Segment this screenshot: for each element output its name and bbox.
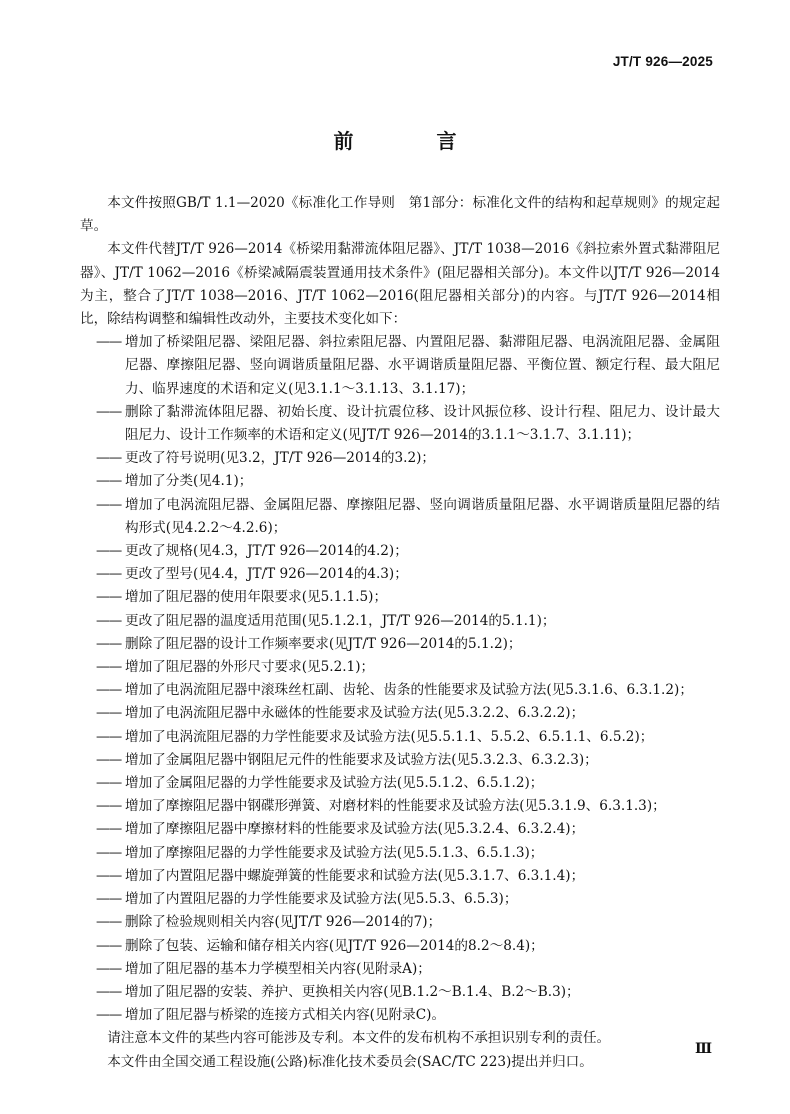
list-item-text: 增加了摩擦阻尼器的力学性能要求及试验方法(见5.5.1.3、6.5.1.3)； xyxy=(125,844,544,861)
list-item xyxy=(80,633,720,656)
dash-marker: —— xyxy=(96,798,122,815)
list-item-text: 增加了电涡流阻尼器、金属阻尼器、摩擦阻尼器、竖向调谐质量阻尼器、水平调谐质量阻尼器的结构形式(见4.2.2～4.2.6)； xyxy=(125,496,720,536)
list-item-text: 更改了规格(见4.3，JT/T 926—2014的4.2)； xyxy=(125,543,408,560)
dash-marker: —— xyxy=(96,891,122,908)
list-item-text: 增加了金属阻尼器中钢阻尼元件的性能要求及试验方法(见5.3.2.3、6.3.2.3)； xyxy=(125,751,598,768)
list-item xyxy=(80,726,720,749)
dash-marker: —— xyxy=(96,983,122,1000)
dash-marker: —— xyxy=(96,682,122,699)
list-item-text: 增加了电涡流阻尼器中滚珠丝杠副、齿轮、齿条的性能要求及试验方法(见5.3.1.6、6.3.1.2)； xyxy=(125,682,693,699)
list-item-text: 增加了摩擦阻尼器中摩擦材料的性能要求及试验方法(见5.3.2.4、6.3.2.4)； xyxy=(125,821,585,838)
list-item-text: 增加了桥梁阻尼器、梁阻尼器、斜拉索阻尼器、内置阻尼器、黏滞阻尼器、电涡流阻尼器、金属阻尼器、摩擦阻尼器、竖向调谐质量阻尼器、水平调谐质量阻尼器、平衡位置、额定行程、最大阻尼力、临界速度的术语和定义(见3.1.1～3.1.13、3.1.17)； xyxy=(125,334,720,397)
list-item xyxy=(80,1004,720,1027)
dash-marker: —— xyxy=(96,728,122,745)
paragraph-patent-notice: 请注意本文件的某些内容可能涉及专利。本文件的发布机构不承担识别专利的责任。 xyxy=(107,1030,611,1047)
list-item xyxy=(80,702,720,725)
list-item-text: 增加了内置阻尼器的力学性能要求及试验方法(见5.5.3、6.5.3)； xyxy=(125,891,518,908)
list-item xyxy=(80,494,720,540)
list-item-text: 增加了摩擦阻尼器中钢碟形弹簧、对磨材料的性能要求及试验方法(见5.3.1.9、6.3.1.3)； xyxy=(125,798,666,815)
list-item-text: 增加了阻尼器的使用年限要求(见5.1.1.5)； xyxy=(125,589,388,606)
list-item xyxy=(80,610,720,633)
list-item xyxy=(80,935,720,958)
list-item xyxy=(80,749,720,772)
list-item-text: 删除了阻尼器的设计工作频率要求(见JT/T 926—2014的5.1.2)； xyxy=(125,635,522,652)
list-item-text: 删除了检验规则相关内容(见JT/T 926—2014的7)； xyxy=(125,914,442,931)
dash-marker: —— xyxy=(96,914,122,931)
dash-marker: —— xyxy=(96,589,122,606)
dash-marker: —— xyxy=(96,775,122,792)
list-item-text: 增加了阻尼器与桥梁的连接方式相关内容(见附录C)。 xyxy=(125,1007,446,1024)
page-title: 前 言 xyxy=(333,129,495,153)
list-item xyxy=(80,540,720,563)
list-item-text: 更改了阻尼器的温度适用范围(见5.1.2.1，JT/T 926—2014的5.1.1)； xyxy=(125,612,556,629)
list-item xyxy=(80,470,720,493)
page-number: Ⅲ xyxy=(694,1041,712,1057)
list-item xyxy=(80,818,720,841)
list-item xyxy=(80,656,720,679)
list-item xyxy=(80,331,720,401)
list-item-text: 增加了分类(见4.1)； xyxy=(125,473,253,490)
dash-marker: —— xyxy=(96,612,122,629)
list-item xyxy=(80,679,720,702)
technical-changes-list xyxy=(80,331,720,1027)
dash-marker: —— xyxy=(96,450,122,467)
dash-marker: —— xyxy=(96,659,122,676)
dash-marker: —— xyxy=(96,566,122,583)
foreword-body xyxy=(80,192,720,1074)
dash-marker: —— xyxy=(96,751,122,768)
list-item-text: 增加了内置阻尼器中螺旋弹簧的性能要求和试验方法(见5.3.1.7、6.3.1.4)； xyxy=(125,867,585,884)
list-item xyxy=(80,842,720,865)
list-item-text: 增加了电涡流阻尼器中永磁体的性能要求及试验方法(见5.3.2.2、6.3.2.2)； xyxy=(125,705,585,722)
standard-code: JT/T 926—2025 xyxy=(612,54,713,69)
dash-marker: —— xyxy=(96,821,122,838)
list-item xyxy=(80,795,720,818)
dash-marker: —— xyxy=(96,705,122,722)
dash-marker: —— xyxy=(96,334,122,351)
paragraph-proposer: 本文件由全国交通工程设施(公路)标准化技术委员会(SAC/TC 223)提出并归口。 xyxy=(107,1053,593,1070)
list-item xyxy=(80,772,720,795)
list-item xyxy=(80,958,720,981)
paragraph-drafting-rules: 本文件按照GB/T 1.1—2020《标准化工作导则 第1部分：标准化文件的结构和起草规则》的规定起草。 xyxy=(80,195,720,235)
paragraph-replacement: 本文件代替JT/T 926—2014《桥梁用黏滞流体阻尼器》、JT/T 1038—2016《斜拉索外置式黏滞阻尼器》、JT/T 1062—2016《桥梁减隔震装置通用技术条件》(阻尼器相关部分)。本文件以JT/T 926—2014为主，整合了JT/T 1038—2016、JT/T 1062—2016(阻尼器相关部分)的内容。与JT/T 926—2014相比，除结构调整和编辑性改动外，主要技术变化如下： xyxy=(80,241,720,328)
dash-marker: —— xyxy=(96,937,122,954)
dash-marker: —— xyxy=(96,844,122,861)
list-item xyxy=(80,447,720,470)
list-item xyxy=(80,865,720,888)
dash-marker: —— xyxy=(96,496,122,513)
dash-marker: —— xyxy=(96,543,122,560)
dash-marker: —— xyxy=(96,635,122,652)
list-item xyxy=(80,563,720,586)
list-item-text: 增加了金属阻尼器的力学性能要求及试验方法(见5.5.1.2、6.5.1.2)； xyxy=(125,775,544,792)
list-item-text: 删除了黏滞流体阻尼器、初始长度、设计抗震位移、设计风振位移、设计行程、阻尼力、设计最大阻尼力、设计工作频率的术语和定义(见JT/T 926—2014的3.1.1～3.1.7、3.1.11)； xyxy=(125,403,720,444)
list-item xyxy=(80,401,720,447)
list-item-text: 更改了符号说明(见3.2，JT/T 926—2014的3.2)； xyxy=(125,450,435,467)
list-item-text: 更改了型号(见4.4，JT/T 926—2014的4.3)； xyxy=(125,566,408,583)
dash-marker: —— xyxy=(96,867,122,884)
list-item xyxy=(80,586,720,609)
list-item-text: 增加了阻尼器的基本力学模型相关内容(见附录A)； xyxy=(125,960,431,977)
list-item xyxy=(80,981,720,1004)
list-item-text: 增加了阻尼器的外形尺寸要求(见5.2.1)； xyxy=(125,659,375,676)
list-item-text: 删除了包装、运输和储存相关内容(见JT/T 926—2014的8.2～8.4)； xyxy=(125,937,544,954)
list-item-text: 增加了阻尼器的安装、养护、更换相关内容(见B.1.2～B.1.4、B.2～B.3)； xyxy=(125,983,580,1000)
list-item xyxy=(80,911,720,934)
list-item xyxy=(80,888,720,911)
dash-marker: —— xyxy=(96,473,122,490)
dash-marker: —— xyxy=(96,960,122,977)
list-item-text: 增加了电涡流阻尼器的力学性能要求及试验方法(见5.5.1.1、5.5.2、6.5.1.1、6.5.2)； xyxy=(125,728,654,745)
dash-marker: —— xyxy=(96,403,122,420)
dash-marker: —— xyxy=(96,1007,122,1024)
